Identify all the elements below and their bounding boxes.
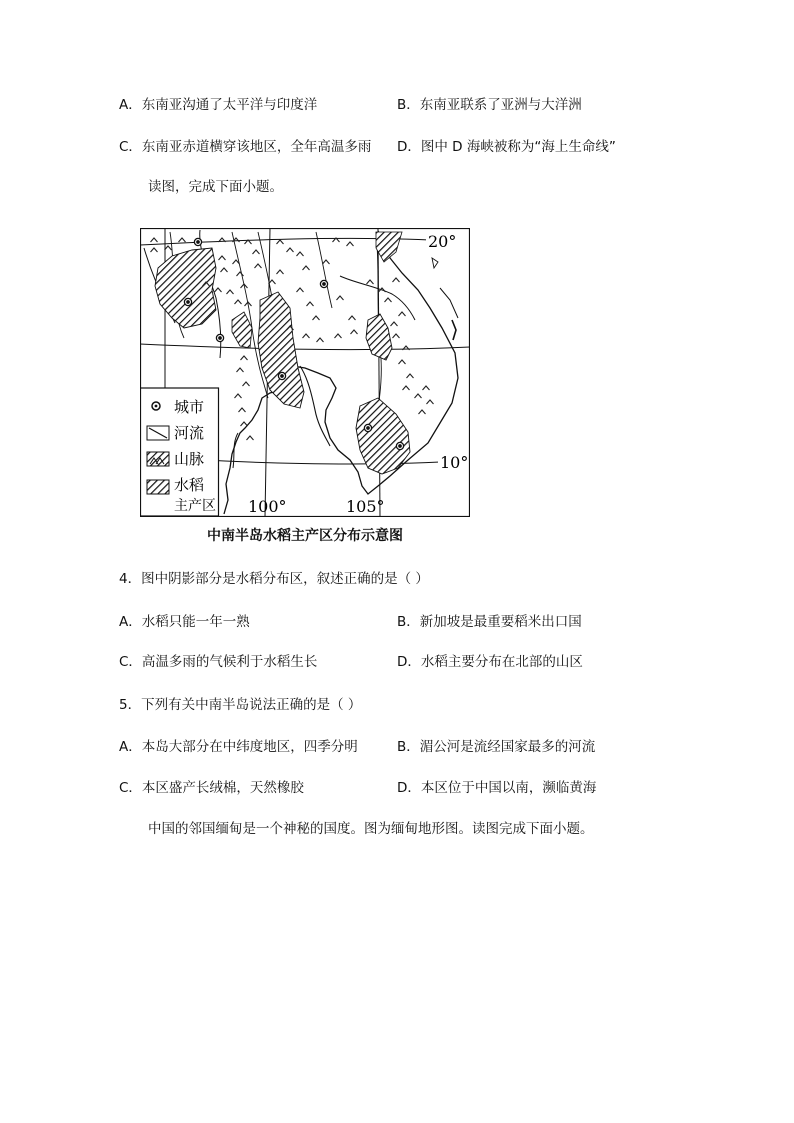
q5-option-c: C．本区盛产长绒棉，天然橡胶 bbox=[119, 780, 304, 796]
q4-option-d: D．水稻主要分布在北部的山区 bbox=[397, 654, 583, 670]
question-5-stem: 5．下列有关中南半岛说法正确的是（ ） bbox=[119, 697, 362, 713]
lon-label-100: 100° bbox=[248, 497, 287, 516]
legend-river-label: 河流 bbox=[174, 424, 205, 442]
q4-option-a: A．水稻只能一年一熟 bbox=[119, 614, 250, 630]
option-d: D．图中 D 海峡被称为“海上生命线” bbox=[397, 139, 616, 155]
legend-rice-label-1: 水稻 bbox=[174, 476, 205, 494]
group-2-intro: 中国的邻国缅甸是一个神秘的国度。图为缅甸地形图。读图完成下面小题。 bbox=[148, 821, 594, 837]
option-b: B．东南亚联系了亚洲与大洋洲 bbox=[397, 97, 582, 113]
q5-option-a: A．本岛大部分在中纬度地区，四季分明 bbox=[119, 739, 358, 755]
rice-area-icon bbox=[147, 480, 169, 494]
lon-label-105: 105° bbox=[346, 497, 385, 516]
rice-distribution-map bbox=[140, 228, 470, 517]
option-c: C．东南亚赤道横穿该地区，全年高温多雨 bbox=[119, 139, 372, 155]
q5-option-d: D．本区位于中国以南，濒临黄海 bbox=[397, 780, 597, 796]
legend-rice-label-2: 主产区 bbox=[174, 498, 216, 514]
map-legend bbox=[141, 388, 219, 516]
group-intro: 读图，完成下面小题。 bbox=[148, 179, 283, 195]
option-a: A．东南亚沟通了太平洋与印度洋 bbox=[119, 97, 318, 113]
map-caption: 中南半岛水稻主产区分布示意图 bbox=[207, 528, 403, 544]
q4-option-b: B．新加坡是最重要稻米出口国 bbox=[397, 614, 582, 630]
q5-option-b: B．湄公河是流经国家最多的河流 bbox=[397, 739, 596, 755]
legend-mountain-label: 山脉 bbox=[174, 450, 205, 468]
question-4-stem: 4．图中阴影部分是水稻分布区，叙述正确的是（ ） bbox=[119, 571, 429, 587]
lat-label-10: 10° bbox=[440, 453, 469, 472]
q4-option-c: C．高温多雨的气候利于水稻生长 bbox=[119, 654, 318, 670]
legend-city-label: 城市 bbox=[174, 398, 205, 416]
lat-label-20: 20° bbox=[428, 232, 457, 251]
